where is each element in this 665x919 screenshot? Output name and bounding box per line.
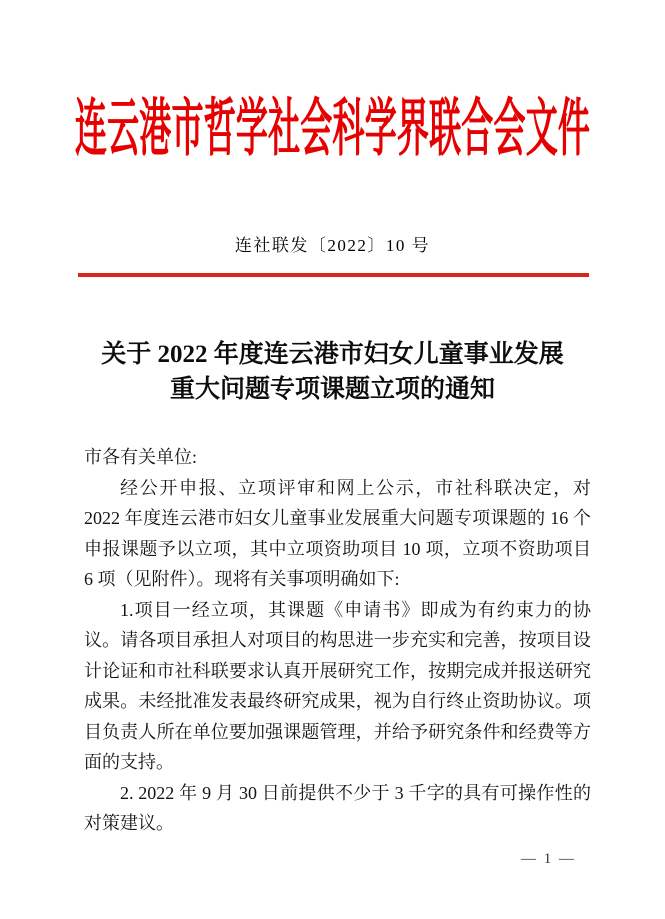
red-divider-rule [78, 273, 589, 277]
document-title [0, 337, 665, 407]
document-title-line1: 关于 2022 年度连云港市妇女儿童事业发展 [101, 341, 564, 368]
document-title-line2: 重大问题专项课题立项的通知 [169, 376, 495, 403]
document-body [84, 442, 591, 839]
body-paragraph-1: 经公开申报、立项评审和网上公示，市社科联决定，对 2022 年度连云港市妇女儿童事业发展重大问题专项课题的 16 个申报课题予以立项，其中立项资助项目 10 项，立项不资助项目 6 项（见附件）。现将有关事项明确如下: [84, 477, 591, 589]
page-number: — 1 — [521, 851, 576, 867]
agency-letterhead [0, 86, 665, 162]
agency-name: 连云港市哲学社会科学界联合会文件 [74, 92, 591, 163]
salutation: 市各有关单位: [84, 447, 198, 467]
body-paragraph-2: 1.项目一经立项，其课题《申请书》即成为有约束力的协议。请各项目承担人对项目的构思进一步充实和完善，按项目设计论证和市社科联要求认真开展研究工作，按期完成并报送研究成果。未经批准发表最终研究成果，视为自行终止资助协议。项目负责人所在单位要加强课题管理，并给予研究条件和经费等方面的支持。 [84, 599, 591, 772]
document-reference-number: 连社联发〔2022〕10 号 [234, 236, 431, 255]
body-paragraph-3: 2. 2022 年 9 月 30 日前提供不少于 3 千字的具有可操作性的对策建议。 [84, 782, 591, 833]
